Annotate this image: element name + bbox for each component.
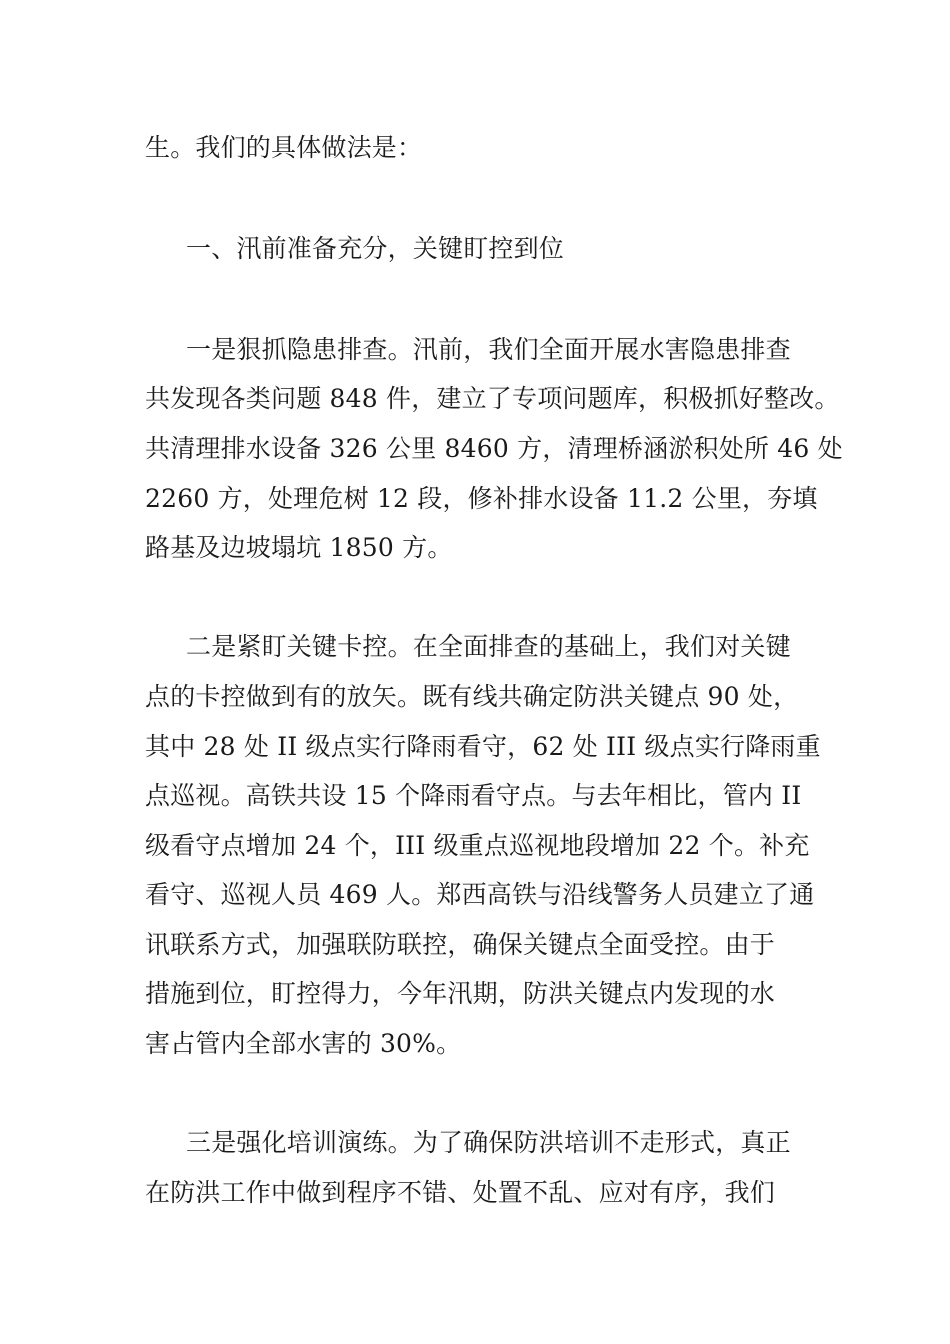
paragraph-line: 2260 方，处理危树 12 段，修补排水设备 11.2 公里，夯填	[145, 484, 818, 513]
paragraph-line: 看守、巡视人员 469 人。郑西高铁与沿线警务人员建立了通	[145, 880, 815, 909]
paragraph-line: 措施到位，盯控得力，今年汛期，防洪关键点内发现的水	[145, 979, 776, 1008]
section-heading: 一、汛前准备充分，关键盯控到位	[186, 234, 565, 263]
paragraph-line: 共发现各类问题 848 件，建立了专项问题库，积极抓好整改。	[145, 384, 840, 413]
paragraph-line: 三是强化培训演练。为了确保防洪培训不走形式，真正	[186, 1128, 791, 1157]
paragraph-line: 点巡视。高铁共设 15 个降雨看守点。与去年相比，管内 II	[145, 781, 802, 810]
paragraph-line: 其中 28 处 II 级点实行降雨看守，62 处 III 级点实行降雨重	[145, 732, 821, 761]
paragraph-line: 生。我们的具体做法是：	[145, 133, 423, 162]
paragraph-line: 级看守点增加 24 个，III 级重点巡视地段增加 22 个。补充	[145, 831, 810, 860]
paragraph-line: 二是紧盯关键卡控。在全面排查的基础上，我们对关键	[186, 632, 791, 661]
paragraph-line: 一是狠抓隐患排查。汛前，我们全面开展水害隐患排查	[186, 335, 791, 364]
paragraph-line: 害占管内全部水害的 30%。	[145, 1029, 462, 1058]
paragraph-line: 点的卡控做到有的放矢。既有线共确定防洪关键点 90 处，	[145, 682, 799, 711]
paragraph-line: 共清理排水设备 326 公里 8460 方，清理桥涵淤积处所 46 处	[145, 434, 843, 463]
paragraph-line: 在防洪工作中做到程序不错、处置不乱、应对有序，我们	[145, 1178, 776, 1207]
paragraph-line: 路基及边坡塌坑 1850 方。	[145, 533, 453, 562]
paragraph-line: 讯联系方式，加强联防联控，确保关键点全面受控。由于	[145, 930, 776, 959]
